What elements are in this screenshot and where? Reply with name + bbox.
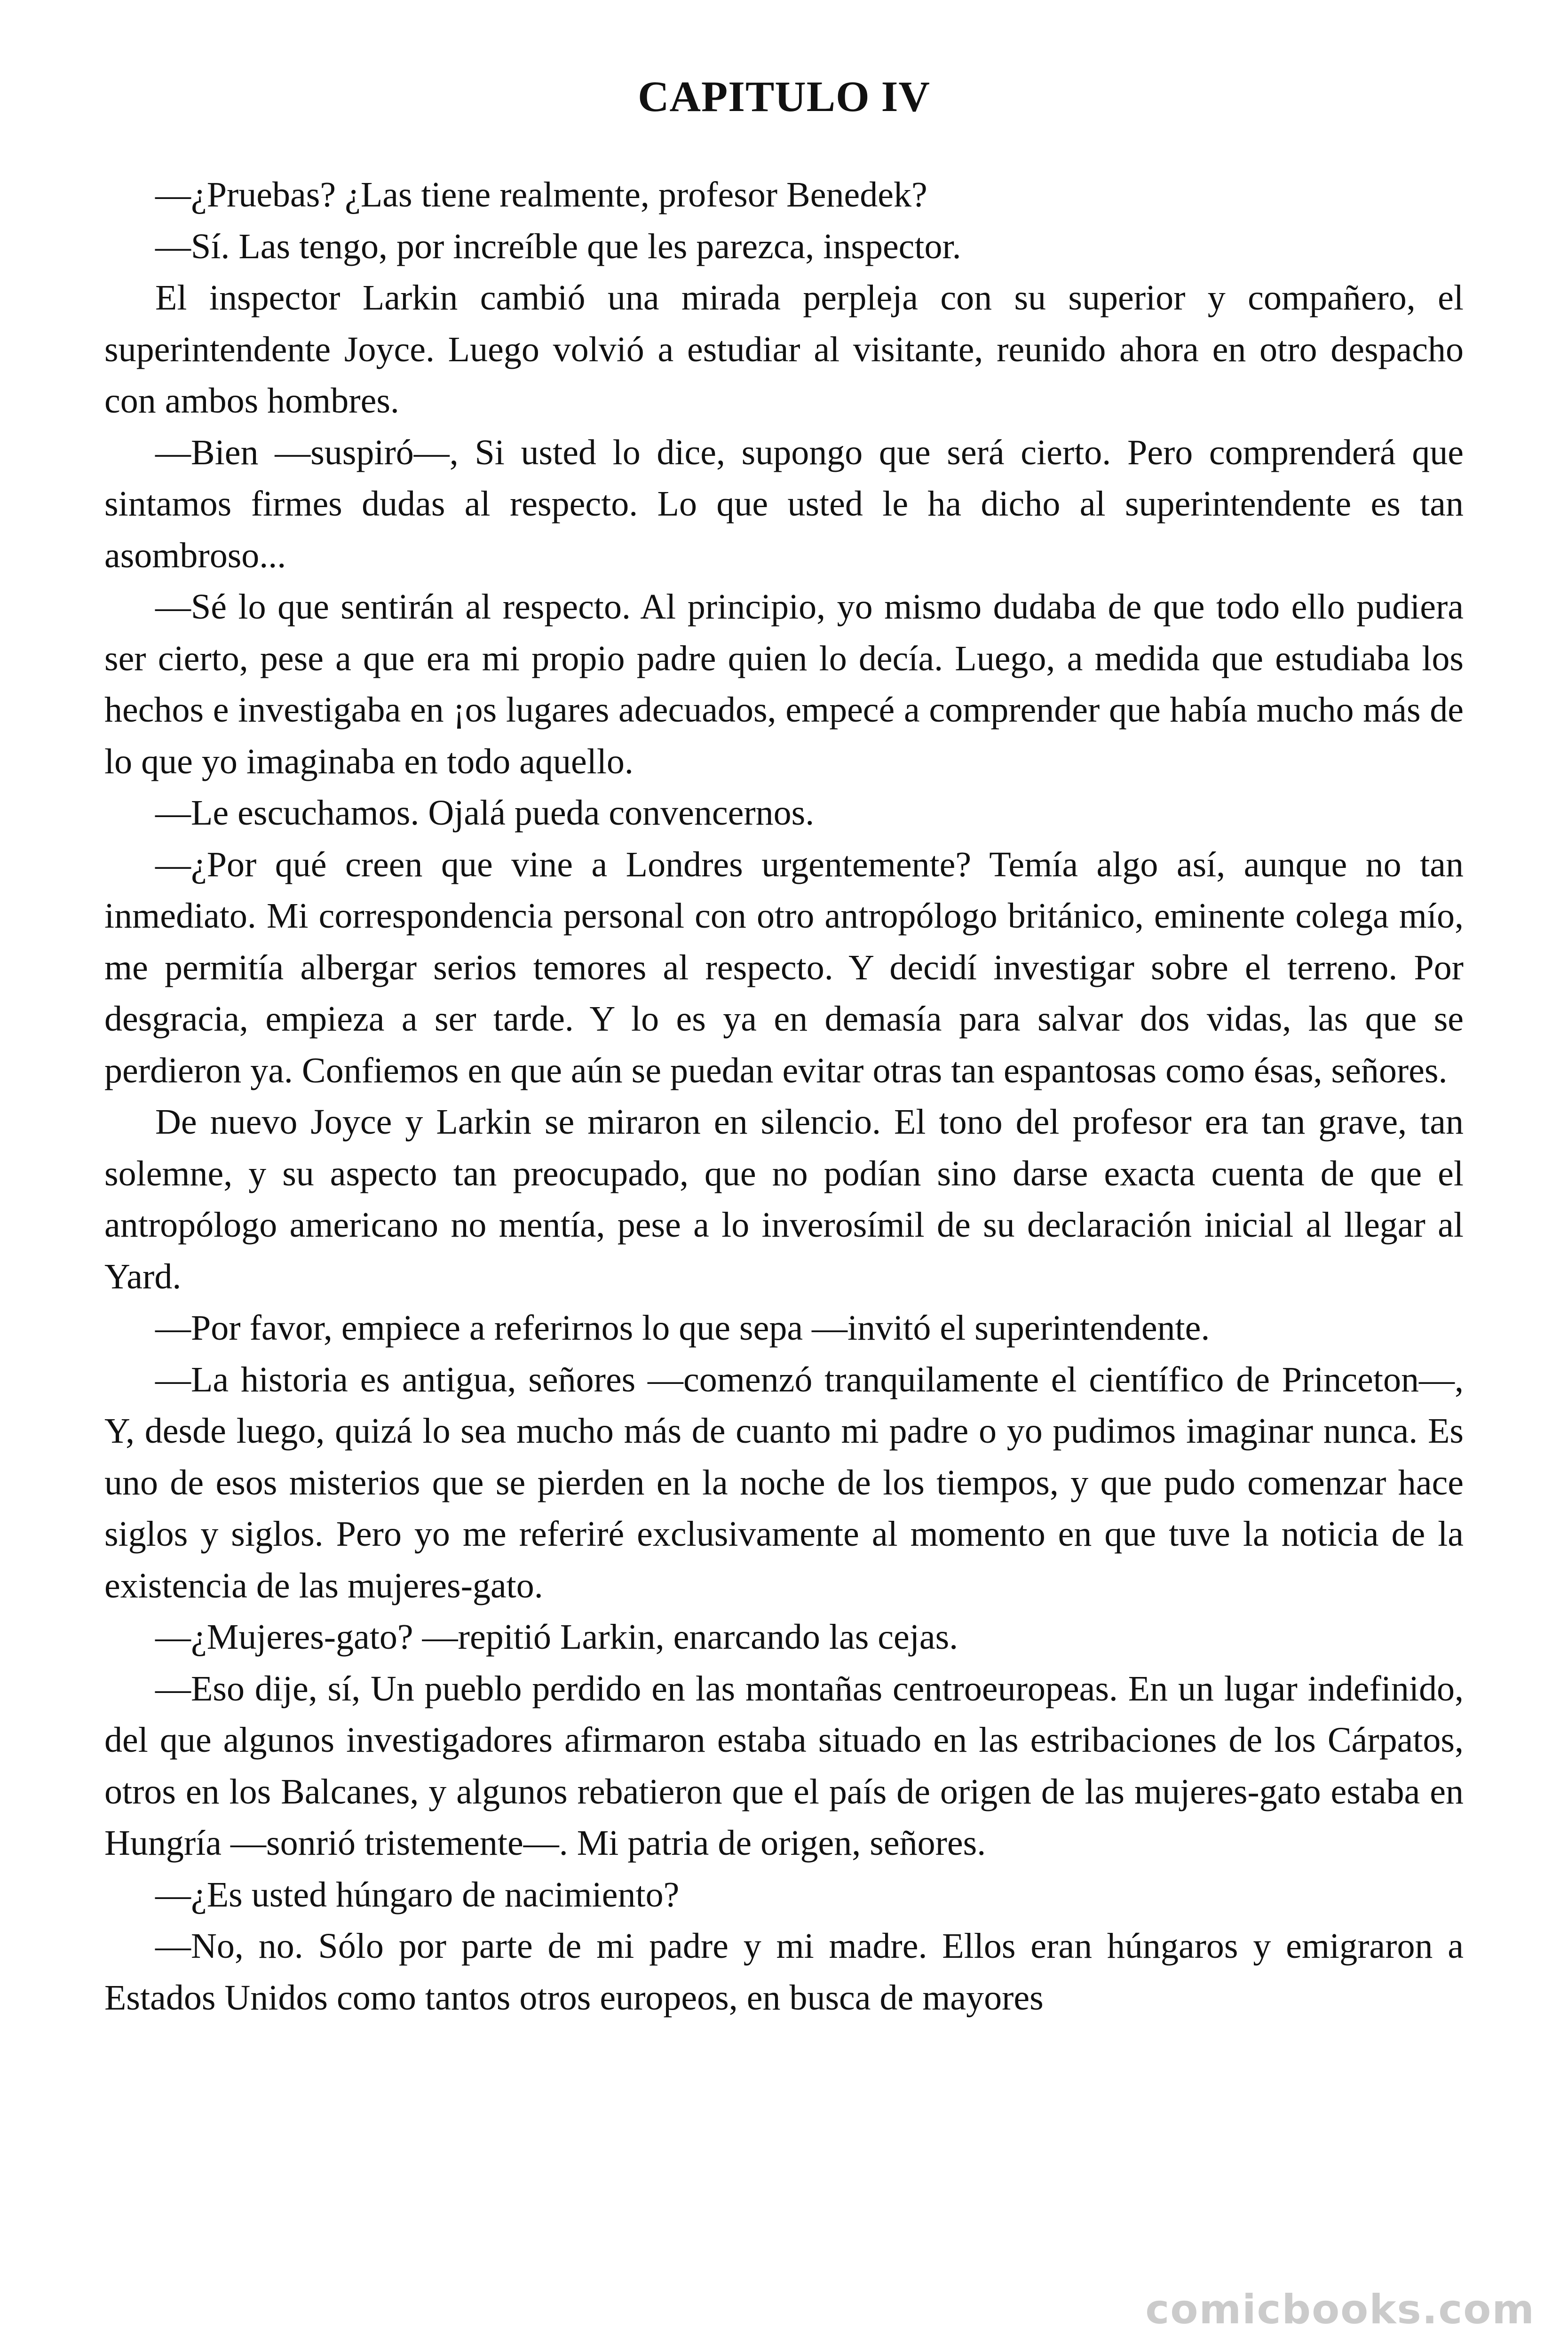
paragraph: El inspector Larkin cambió una mirada perpleja con su superior y compañero, el superintendente Joyce. Luego volvió a estudiar al visitante, reunido ahora en otro despacho con ambos hombres. — [104, 278, 1464, 421]
paragraph: —Bien —suspiró—, Si usted lo dice, supongo que será cierto. Pero comprenderá que sintamos firmes dudas al respecto. Lo que usted le ha dicho al superintendente es tan asombroso... — [104, 432, 1464, 575]
paragraph: —No, no. Sólo por parte de mi padre y mi madre. Ellos eran húngaros y emigraron a Estados Unidos como tantos otros europeos, en busca de mayores — [104, 1926, 1464, 2018]
paragraph: —¿Mujeres-gato? —repitió Larkin, enarcando las cejas. — [155, 1617, 958, 1657]
watermark: comicbooks.com — [1145, 2286, 1535, 2333]
chapter-body — [104, 169, 1464, 2024]
chapter-title: CAPITULO IV — [638, 72, 930, 120]
paragraph: —¿Por qué creen que vine a Londres urgentemente? Temía algo así, aunque no tan inmediato. Mi correspondencia personal con otro antropólogo británico, eminente colega mío, me permitía albergar serios temores al respecto. Y decidí investigar sobre el terreno. Por desgracia, empieza a ser tarde. Y lo es ya en demasía para salvar dos vidas, las que se perdieron ya. Confiemos en que aún se puedan evitar otras tan espantosas como ésas, señores. — [104, 844, 1464, 1090]
paragraph: —Sí. Las tengo, por increíble que les parezca, inspector. — [155, 226, 961, 266]
paragraph: —Sé lo que sentirán al respecto. Al principio, yo mismo dudaba de que todo ello pudiera ser cierto, pese a que era mi propio padre quien lo decía. Luego, a medida que estudiaba los hechos e investigaba en ¡os lugares adecuados, empecé a comprender que había mucho más de lo que yo imaginaba en todo aquello. — [104, 587, 1464, 781]
paragraph: —¿Es usted húngaro de nacimiento? — [155, 1875, 680, 1915]
paragraph: —La historia es antigua, señores —comenzó tranquilamente el científico de Princeton—, Y, desde luego, quizá lo sea mucho más de cuanto mi padre o yo pudimos imaginar nunca. Es uno de esos misterios que se pierden en la noche de los tiempos, y que pudo comenzar hace siglos y siglos. Pero yo me referiré exclusivamente al momento en que tuve la noticia de la existencia de las mujeres-gato. — [104, 1359, 1464, 1605]
paragraph: De nuevo Joyce y Larkin se miraron en silencio. El tono del profesor era tan grave, tan solemne, y su aspecto tan preocupado, que no podían sino darse exacta cuenta de que el antropólogo americano no mentía, pese a lo inverosímil de su declaración inicial al llegar al Yard. — [104, 1102, 1464, 1296]
paragraph: —Le escuchamos. Ojalá pueda convencernos. — [155, 793, 815, 833]
paragraph: —Por favor, empiece a referirnos lo que sepa —invitó el superintendente. — [155, 1308, 1210, 1348]
paragraph: —¿Pruebas? ¿Las tiene realmente, profesor Benedek? — [155, 175, 927, 215]
paragraph: —Eso dije, sí, Un pueblo perdido en las montañas centroeuropeas. En un lugar indefinido, del que algunos investigadores afirmaron estaba situado en las estribaciones de los Cárpatos, otros en los Balcanes, y algunos rebatieron que el país de origen de las mujeres-gato estaba en Hungría —sonrió tristemente—. Mi patria de origen, señores. — [104, 1669, 1464, 1863]
